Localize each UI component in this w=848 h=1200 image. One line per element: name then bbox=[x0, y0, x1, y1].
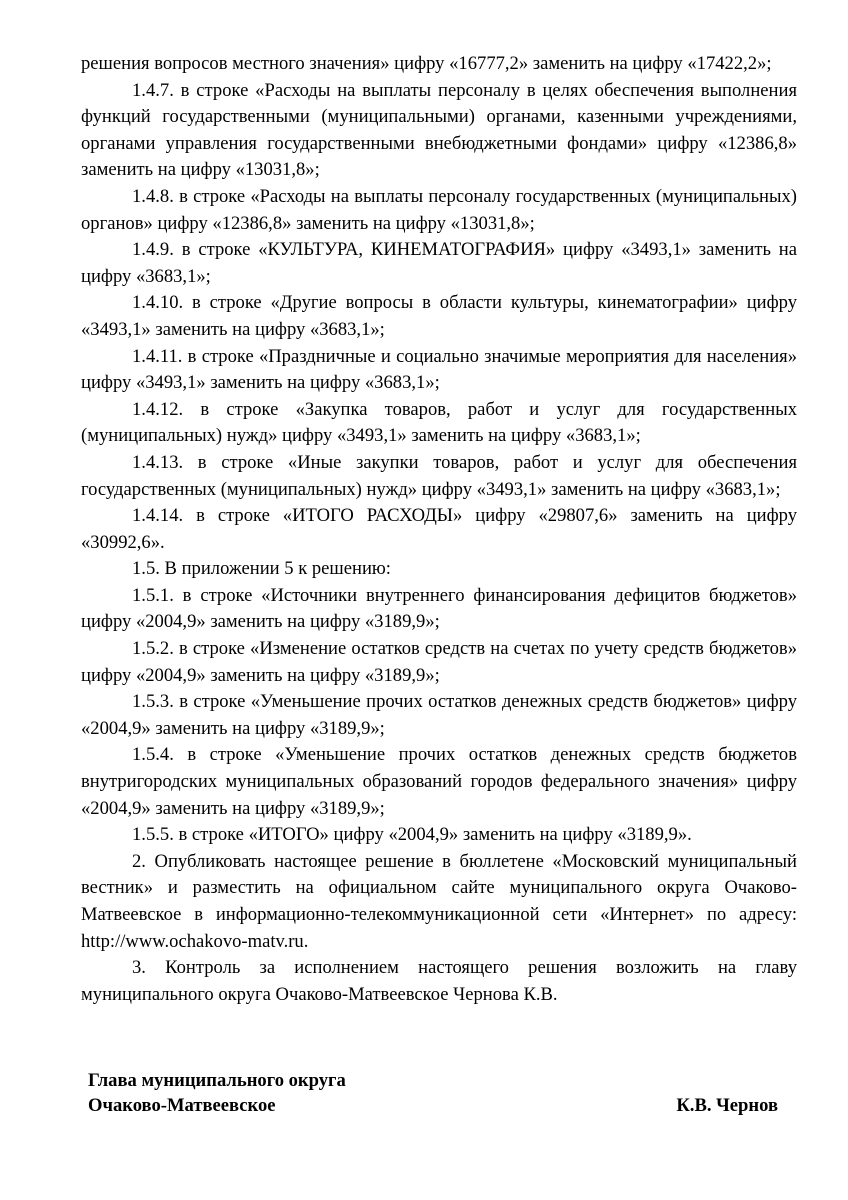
paragraph-1-4-13: 1.4.13. в строке «Иные закупки товаров, работ и услуг для обеспечения государственных (муниципальных) нужд» цифру «3493,1» заменить на цифру «3683,1»; bbox=[81, 451, 797, 500]
paragraph-1-4-14: 1.4.14. в строке «ИТОГО РАСХОДЫ» цифру «29807,6» заменить на цифру «30992,6». bbox=[81, 505, 797, 553]
paragraph-1-4-11: 1.4.11. в строке «Праздничные и социально значимые мероприятия для населения» цифру «3493,1» заменить на цифру «3683,1»; bbox=[81, 345, 797, 394]
signature-position-line1: Глава муниципального округа bbox=[88, 1070, 346, 1091]
paragraph-1-4-12: 1.4.12. в строке «Закупка товаров, работ и услуг для государственных (муниципальных) нужд» цифру «3493,1» заменить на цифру «3683,1»; bbox=[81, 398, 797, 447]
document-body bbox=[81, 51, 797, 1008]
signature-row bbox=[88, 1093, 778, 1118]
paragraph-1-5-4: 1.5.4. в строке «Уменьшение прочих остатков денежных средств бюджетов внутригородских муниципальных образований городов федерального значения» цифру «2004,9» заменить на цифру «3189,9»; bbox=[81, 744, 797, 819]
paragraph-continuation: решения вопросов местного значения» цифру «16777,2» заменить на цифру «17422,2»; bbox=[81, 53, 772, 74]
paragraph-1-4-9: 1.4.9. в строке «КУЛЬТУРА, КИНЕМАТОГРАФИЯ» цифру «3493,1» заменить на цифру «3683,1»; bbox=[81, 239, 797, 287]
paragraph-3-control: 3. Контроль за исполнением настоящего решения возложить на главу муниципального округа Очаково-Матвеевское Чернова К.В. bbox=[81, 957, 797, 1005]
paragraph-1-5-5: 1.5.5. в строке «ИТОГО» цифру «2004,9» заменить на цифру «3189,9». bbox=[132, 824, 692, 846]
signature-position-line2: Очаково-Матвеевское bbox=[88, 1095, 276, 1116]
paragraph-1-4-7: 1.4.7. в строке «Расходы на выплаты персоналу в целях обеспечения выполнения функций государственными (муниципальными) органами, казенными учреждениями, органами управления государственными внебюджетными фондами» цифру «12386,8» заменить на цифру «13031,8»; bbox=[81, 79, 797, 181]
paragraph-2-publish: 2. Опубликовать настоящее решение в бюллетене «Московский муниципальный вестник» и разместить на официальном сайте муниципального округа Очаково-Матвеевское в информационно-телекоммуникационной сети «Интернет» по адресу: http://www.ochakovo-matv.ru. bbox=[81, 850, 797, 952]
paragraph-1-4-10: 1.4.10. в строке «Другие вопросы в области культуры, кинематографии» цифру «3493,1» заменить на цифру «3683,1»; bbox=[81, 292, 797, 340]
paragraph-1-4-8: 1.4.8. в строке «Расходы на выплаты персоналу государственных (муниципальных) органов» цифру «12386,8» заменить на цифру «13031,8»; bbox=[81, 185, 797, 234]
paragraph-1-5-3: 1.5.3. в строке «Уменьшение прочих остатков денежных средств бюджетов» цифру «2004,9» заменить на цифру «3189,9»; bbox=[81, 691, 797, 739]
paragraph-1-5-1: 1.5.1. в строке «Источники внутреннего финансирования дефицитов бюджетов» цифру «2004,9» заменить на цифру «3189,9»; bbox=[81, 584, 797, 633]
signature-block bbox=[88, 1068, 778, 1118]
paragraph-1-5: 1.5. В приложении 5 к решению: bbox=[132, 558, 391, 580]
paragraph-1-5-2: 1.5.2. в строке «Изменение остатков средств на счетах по учету средств бюджетов» цифру «2004,9» заменить на цифру «3189,9»; bbox=[81, 638, 797, 686]
signature-name: К.В. Чернов bbox=[676, 1095, 778, 1116]
